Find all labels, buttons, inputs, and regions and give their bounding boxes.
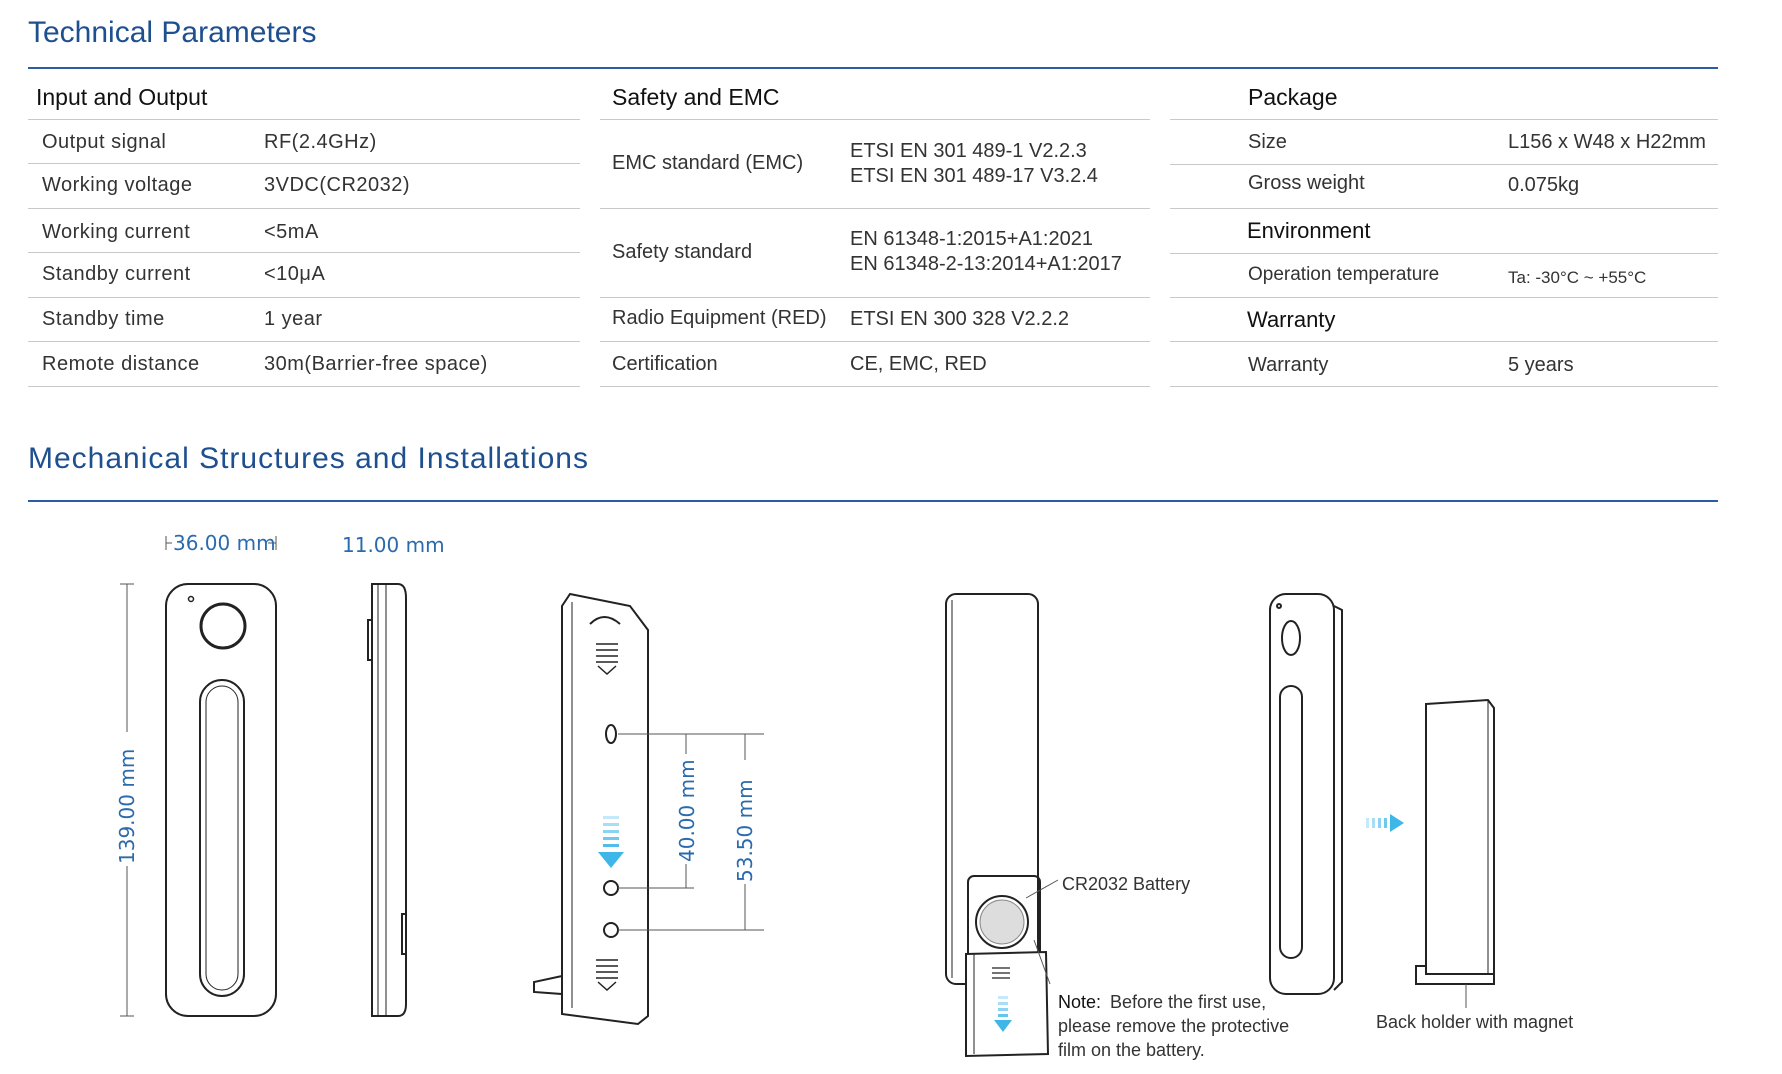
row-value: Ta: -30°C ~ +55°C	[1508, 268, 1647, 287]
table-row	[1170, 254, 1718, 298]
row-key: Warranty	[1248, 354, 1329, 376]
table-row	[600, 298, 1150, 342]
table-row	[28, 298, 580, 342]
row-key: Operation temperature	[1248, 264, 1440, 285]
row-value: 30m(Barrier-free space)	[264, 353, 488, 375]
mechanical-title: Mechanical Structures and Installations	[28, 442, 589, 475]
row-value-line: EN 61348-1:2015+A1:2021	[850, 228, 1093, 250]
table-row	[28, 209, 580, 253]
row-value	[850, 227, 1122, 277]
row-value-line: ETSI EN 301 489-1 V2.2.3	[850, 140, 1087, 162]
battery-view	[946, 594, 1058, 1056]
holder-label: Back holder with magnet	[1376, 1012, 1574, 1032]
row-value: <10μA	[264, 263, 326, 285]
row-value: 0.075kg	[1508, 174, 1580, 196]
table-row	[600, 209, 1150, 298]
row-value: ETSI EN 300 328 V2.2.2	[850, 308, 1070, 330]
hole-distance-b: 53.50 mm	[733, 779, 757, 882]
technical-parameters-title: Technical Parameters	[28, 16, 317, 49]
side-view	[368, 584, 406, 1016]
note-text-1: Before the first use,	[1110, 992, 1267, 1012]
row-value: 3VDC(CR2032)	[264, 174, 411, 196]
row-key: Gross weight	[1248, 172, 1365, 194]
attach-arrow-icon	[1366, 814, 1404, 832]
row-value: L156 x W48 x H22mm	[1508, 131, 1706, 153]
safety-emc-heading: Safety and EMC	[612, 84, 780, 110]
back-holder-view	[1416, 700, 1494, 1008]
row-key: Remote distance	[42, 353, 200, 375]
table-row	[1170, 165, 1718, 209]
environment-heading: Environment	[1247, 218, 1371, 243]
section-row	[1170, 298, 1718, 342]
row-value: <5mA	[264, 221, 319, 243]
height-dimension: 139.00 mm	[115, 748, 139, 864]
table-row	[600, 120, 1150, 209]
table-row	[28, 165, 580, 209]
holder-view	[534, 594, 764, 1024]
row-key: EMC standard (EMC)	[612, 152, 804, 174]
row-value	[850, 139, 1098, 189]
table-row	[1170, 342, 1718, 387]
row-key: Certification	[612, 353, 718, 375]
note-text-2: please remove the protective	[1058, 1016, 1290, 1036]
row-value: CE, EMC, RED	[850, 353, 987, 375]
row-value: RF(2.4GHz)	[264, 131, 377, 153]
front-view	[120, 536, 276, 1016]
note-line-1	[1058, 992, 1101, 1012]
row-key: Radio Equipment (RED)	[612, 307, 827, 329]
slide-arrow-icon	[598, 816, 624, 868]
table-row	[600, 342, 1150, 387]
row-key: Standby time	[42, 308, 165, 330]
row-value-line: ETSI EN 301 489-17 V3.2.4	[850, 165, 1098, 187]
warranty-heading: Warranty	[1247, 307, 1336, 332]
remote-angle-view	[1270, 594, 1342, 994]
row-value-line: EN 61348-2-13:2014+A1:2017	[850, 253, 1122, 275]
row-key: Standby current	[42, 263, 191, 285]
section-row	[1170, 209, 1718, 254]
input-output-heading: Input and Output	[36, 84, 208, 110]
width-dimension: 36.00 mm	[173, 531, 276, 555]
row-value: 5 years	[1508, 354, 1574, 376]
row-key: Working current	[42, 221, 191, 243]
note-text-3: film on the battery.	[1058, 1040, 1205, 1060]
title-rule	[28, 500, 1718, 502]
row-key: Safety standard	[612, 241, 753, 263]
hole-distance-a: 40.00 mm	[675, 759, 699, 862]
table-row	[28, 254, 580, 298]
table-row	[28, 120, 580, 164]
battery-label: CR2032 Battery	[1062, 874, 1191, 894]
row-key: Working voltage	[42, 174, 193, 196]
title-rule	[28, 67, 1718, 69]
table-row	[28, 342, 580, 387]
row-key: Output signal	[42, 131, 167, 153]
table-row	[1170, 120, 1718, 165]
row-value: 1 year	[264, 308, 323, 330]
mechanical-drawings	[0, 514, 1782, 1074]
package-heading: Package	[1248, 84, 1338, 110]
thickness-dimension: 11.00 mm	[342, 533, 445, 557]
note-bold: Note:	[1058, 992, 1102, 1012]
row-key: Size	[1248, 131, 1287, 153]
